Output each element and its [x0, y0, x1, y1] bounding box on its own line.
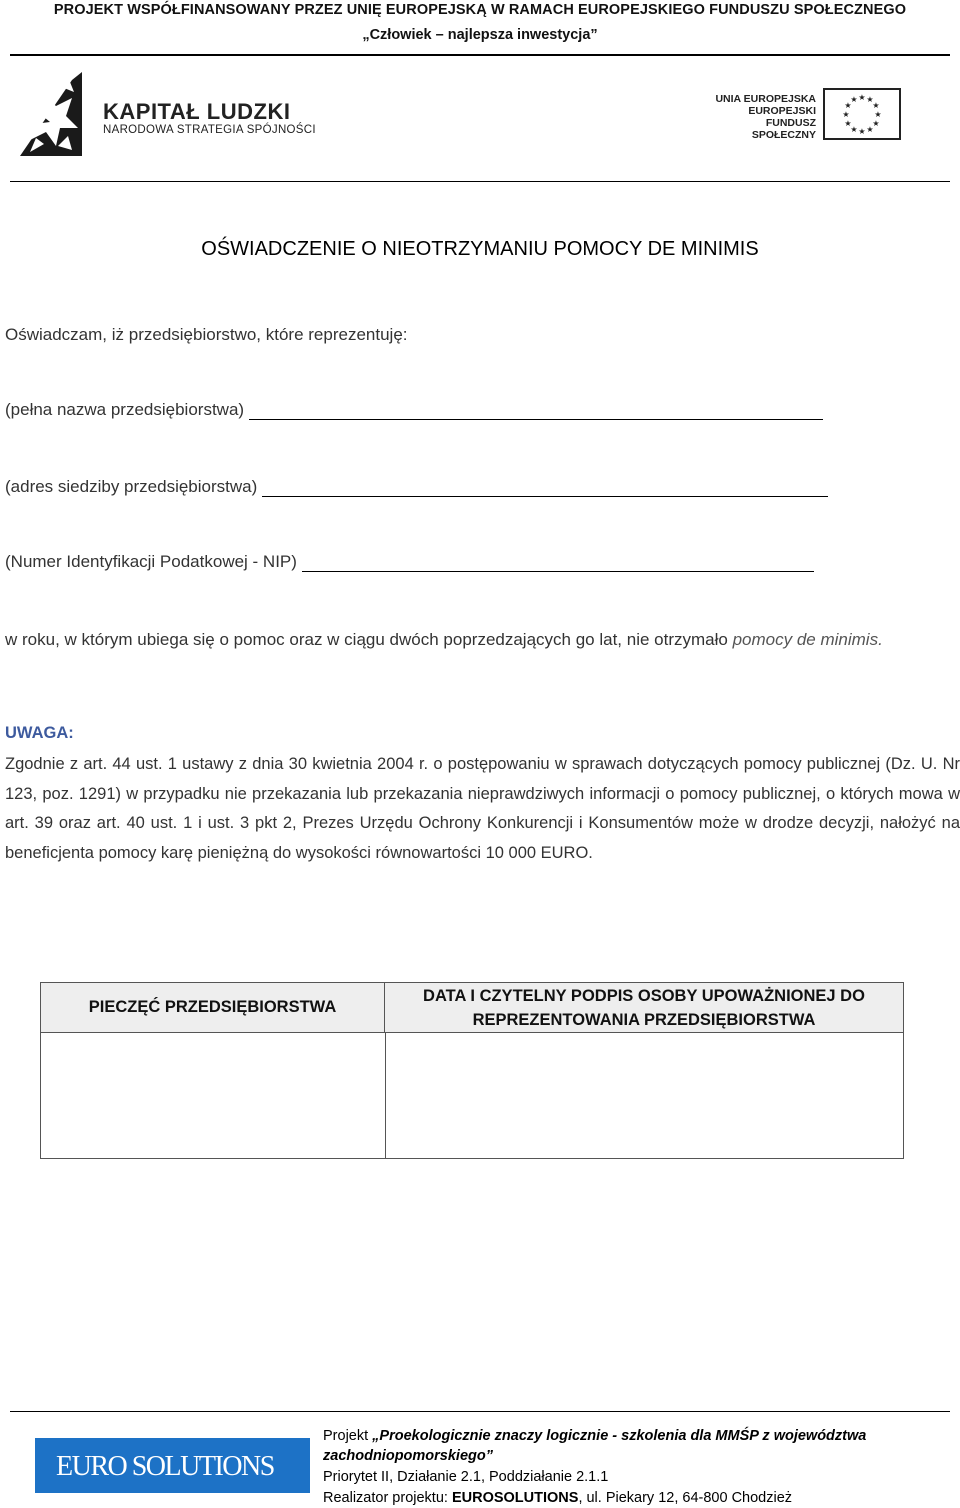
svg-text:★: ★ [866, 95, 874, 104]
svg-text:★: ★ [872, 119, 880, 128]
footer-project-name: „Proekologicznie znaczy logicznie - szkolenia dla MMŚP z województwa zachodniopomorskiego” [323, 1428, 867, 1464]
eu-label-line2: EUROPEJSKI [748, 105, 816, 117]
company-name-field[interactable] [5, 400, 823, 420]
notice-heading: UWAGA: [5, 724, 74, 742]
company-name-label: (pełna nazwa przedsiębiorstwa) [5, 400, 245, 419]
company-name-line[interactable] [249, 401, 823, 420]
nip-line[interactable] [302, 553, 814, 572]
footer-realizer-label: Realizator projektu: [323, 1490, 452, 1506]
eu-fund-label [714, 93, 816, 141]
footer-realizer-name: EUROSOLUTIONS [451, 1490, 579, 1506]
eu-label-line1: UNIA EUROPEJSKA [715, 93, 816, 105]
footer-project-label: Projekt [323, 1428, 373, 1444]
statement-italic: pomocy de minimis. [732, 630, 883, 649]
svg-text:★: ★ [866, 125, 874, 134]
kapital-ludzki-subtitle: NARODOWA STRATEGIA SPÓJNOŚCI [103, 124, 316, 136]
svg-text:★: ★ [850, 125, 858, 134]
notice-text: Zgodnie z art. 44 ust. 1 ustawy z dnia 30 kwietnia 2004 r. o postępowaniu w sprawach dotyczących pomocy publicznej (Dz. U. Nr 123, poz. 1291) w przypadku nie przekazania lub przekazania nieprawdziwych informacji o pomocy publicznej, o których mowa w art. 39 oraz art. 40 ust. 1 i ust. 3 pkt 2, Prezes Urzędu Ochrony Konkurencji i Konsumentów może w drodze decyzji, nałożyć na beneficjenta pomocy karę pieniężną do wysokości równowartości 10 000 EURO. [5, 755, 960, 862]
eu-flag-icon [823, 88, 901, 140]
svg-text:★: ★ [874, 110, 882, 119]
signature-header: DATA I CZYTELNY PODPIS OSOBY UPOWAŻNIONEJ DO REPREZENTOWANIA PRZEDSIĘBIORSTWA [385, 982, 904, 1033]
svg-text:★: ★ [872, 101, 880, 110]
nip-label: (Numer Identyfikacji Podatkowej - NIP) [5, 552, 297, 571]
eurosolutions-logo-text: EURO SOLUTIONS [56, 1451, 274, 1482]
signature-table-divider [385, 1032, 386, 1159]
svg-text:★: ★ [844, 101, 852, 110]
svg-text:★: ★ [844, 119, 852, 128]
company-address-line[interactable] [262, 478, 828, 497]
footer-realizer [323, 1488, 792, 1508]
document-title: OŚWIADCZENIE O NIEOTRZYMANIU POMOCY DE MINIMIS [201, 238, 759, 260]
header-cofinancing-line: PROJEKT WSPÓŁFINANSOWANY PRZEZ UNIĘ EUROPEJSKĄ W RAMACH EUROPEJSKIEGO FUNDUSZU SPOŁECZNEGO [53, 2, 907, 18]
nip-field[interactable] [5, 552, 814, 572]
header-divider [10, 54, 950, 56]
header-slogan: „Człowiek – najlepsza inwestycja” [362, 27, 598, 43]
footer-priority: Priorytet II, Działanie 2.1, Poddziałanie 2.1.1 [323, 1469, 609, 1485]
footer-realizer-address: , ul. Piekary 12, 64-800 Chodzież [578, 1490, 793, 1506]
kapital-ludzki-title: KAPITAŁ LUDZKI [103, 99, 291, 124]
company-address-field[interactable] [5, 477, 828, 497]
svg-text:★: ★ [842, 110, 850, 119]
eu-label-line3: FUNDUSZ SPOŁECZNY [751, 117, 816, 141]
logo-divider [10, 181, 950, 182]
intro-statement: Oświadczam, iż przedsiębiorstwo, które reprezentuję: [5, 325, 408, 344]
svg-text:★: ★ [850, 95, 858, 104]
kapital-ludzki-logo-icon [20, 72, 82, 156]
company-address-label: (adres siedziby przedsiębiorstwa) [5, 477, 258, 496]
svg-text:★: ★ [858, 93, 866, 102]
de-minimis-statement [5, 626, 960, 654]
footer-project-line1 [323, 1426, 883, 1466]
statement-text: w roku, w którym ubiega się o pomoc oraz w ciągu dwóch poprzedzających go lat, nie otrzymało [5, 630, 733, 649]
footer-divider [10, 1411, 950, 1412]
stamp-header: PIECZĘĆ PRZEDSIĘBIORSTWA [40, 982, 385, 1033]
svg-text:★: ★ [858, 127, 866, 136]
